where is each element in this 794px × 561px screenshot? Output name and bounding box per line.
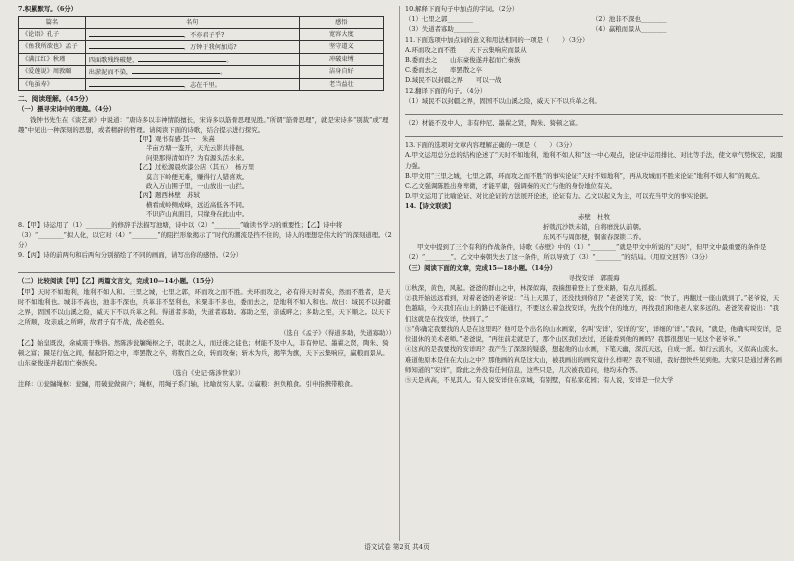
answer-blank[interactable] bbox=[132, 66, 220, 74]
table-row bbox=[19, 28, 384, 41]
table-cell: 四面歌残终破楚， 。 bbox=[85, 53, 299, 66]
article-paragraph: ①秋深，黄色，风起。爸爸的群山之中，林深似海，我揣想着登上了登来路，有点儿摇摇。 bbox=[405, 284, 661, 293]
article-paragraph: ③“你确定我要找的人是在这里吗？他可是个出名的山水画家，名叫‘安详’，安详的‘安’，详细的‘详’。”我问，“就是，他确实叫安详，是位退休的美术老师。”老爸说，“再往前走就是了，那个山区我们去过，还能看到他的画吗？我都很想见一见这个老爷爷。” bbox=[405, 324, 782, 344]
subsection-title: （二）比较阅读【甲】【乙】两篇文言文，完成10—14小题。（15分） bbox=[18, 277, 218, 286]
answer-line[interactable] bbox=[405, 114, 783, 115]
poem-title: 【丙】题西林壁 苏轼 bbox=[136, 191, 200, 200]
divider-line bbox=[18, 272, 395, 273]
table-row bbox=[19, 53, 384, 66]
table-header bbox=[19, 17, 384, 29]
q10-item: （3）失道者寡助________ bbox=[405, 25, 480, 34]
question-13: 13.下面的选项对文章内容理解正确的一项是（ ）（3分） bbox=[405, 141, 576, 150]
question-12: 12.翻译下面的句子。（4分） bbox=[405, 86, 487, 95]
q13-option: B.甲文用“三里之城，七里之郭，环而攻之而不胜”的事实论证“天时不如地利”，再从攻城而不胜来论证“地利不如人和”的观点。 bbox=[405, 171, 764, 180]
question-8: 8.【甲】诗运用了（1）________的修辞手法描写池塘，诗中以（2）“________”喻读书学习的重要性；【乙】诗中将（3）“________”拟人化，以它对（4）“________”的阻拦形象揭示了“时代的潮流是挡不住的，诗人的理想是伟大的”的深刻道理。（2分） bbox=[18, 220, 392, 250]
q7-title: 7.积累默写。（6分） bbox=[18, 5, 78, 13]
q10-items bbox=[405, 24, 783, 34]
question-14: 14.【诗文联读】 bbox=[405, 202, 455, 211]
table-cell: ，万钟于我何加焉? bbox=[85, 41, 299, 54]
subsection-title: （三）阅读下面的文章，完成15—18小题。（14分） bbox=[405, 263, 557, 272]
q14-text: 甲文中提到了三个有利的作战条件，诗歌《赤壁》中的（1）“________”就是甲文中所说的“天时”，但甲文中最重要的条件是（2）“________”。乙文中秦朝失去了这一条件，所以导致了（3）“________”的结局。（用原文回答）（3分） bbox=[405, 243, 767, 262]
article-title: 寻找安详 郭震海 bbox=[568, 273, 620, 282]
q11-option: A.环而攻之而不胜 天下云集响应而景从 bbox=[405, 45, 527, 54]
table-cell: 《龟虽寿》 bbox=[19, 78, 86, 91]
table-cell: ，志在千里。 bbox=[85, 78, 299, 91]
table-cell: 《鱼我所欲也》孟子 bbox=[19, 41, 86, 54]
passage-notes: 注释：①瓮牖绳枢：瓮牖，用破瓮做窗户；绳枢，用绳子系门轴，比喻贫穷人家。②赢粮：担负粮食。引申指携带粮食。 bbox=[18, 379, 357, 388]
question-11: 11.下面选项中加点词的意义和用法相同的一项是（ ）（3分） bbox=[405, 35, 589, 44]
table-cell: 《满江红》秋瑾 bbox=[19, 53, 86, 66]
poem-line: 横看成岭侧成峰，远近高低各不同。 bbox=[146, 200, 249, 209]
q13-option: C.乙文强调陈胜出身卑微，才能平庸，强调秦的灭亡与他的身份地位有关。 bbox=[405, 182, 617, 191]
article-paragraph: ②我开始远远看到，对着老爸的老爷说：“马上天黑了，还没找到你们？”老爸笑了笑，说：“快了，再翻过一座山就到了。”老爷说，天色越暗，今天我们在山上的路已不能通行，不要这么着急找安详，先找个住的地方，再找我们和他老人家多远的。老爸笑着说出：“我们这就是在找安详，快到了。” bbox=[405, 294, 780, 323]
q11-option: D.域民不以封疆之界 可以一战 bbox=[405, 76, 502, 85]
answer-line[interactable] bbox=[405, 136, 783, 137]
poem-title: 赤壁 杜牧 bbox=[578, 212, 610, 221]
table-cell: 老当益壮 bbox=[299, 78, 383, 91]
passage-jia: 【甲】天时不如地利，地利不如人和。三里之城，七里之郭，环而攻之而不胜。夫环而攻之，必有得天时者矣，然而不胜者，是天时不如地利也。城非不高也，池非不深也，兵革非不坚利也，米粟非不多也，委而去之，是地利不如人和也。故曰：域民不以封疆之界，固国不以山溪之险，威天下不以兵革之利。得道者多助，失道者寡助。寡助之至，亲戚畔之；多助之至，天下顺之。以天下之所顺，攻亲戚之所畔，故君子有不战，战必胜矣。 bbox=[18, 287, 391, 327]
poem-title: 【甲】观书有感·其一 朱熹 bbox=[136, 135, 215, 144]
q10-item: （2）池非不深也________ bbox=[592, 15, 667, 24]
poem-line: 问渠那得清如许？为有源头活水来。 bbox=[146, 153, 249, 162]
right-column bbox=[405, 4, 783, 385]
intro-paragraph: 钱钟书先生在《谈艺录》中说道：“唐诗多以丰神情韵擅长，宋诗多以筋骨思理见胜。”所谓“筋骨思理”，就是宋诗多“别裁”或“理趣”中见出一种深刻的思想，或者精辟的哲理。请阅读下面的诗歌，结合提示进行探究。 bbox=[18, 115, 389, 134]
section-title: 二、阅读理解。（45分） bbox=[18, 95, 93, 104]
article-paragraph: ④这真的是我要找的安详吗？我产生了深深的疑惑，想起他的山水画，下笔天幽，深沉天远，自成一派。如行云流水，又似高山流水。难道他原本是住在大山之中？那他画的真是这大山，被我画出的画究竟什么样呢？我不知道，我好想快些见到他。大家只是通过著名画师知道的“安详”，除此之外没有任何信息，这些只是，几次被我追问，他均未作答。 bbox=[405, 345, 783, 374]
recitation-table bbox=[18, 16, 384, 91]
table-cell: 坚守道义 bbox=[299, 41, 383, 54]
passage-source: （选自《史记·陈涉世家》） bbox=[168, 369, 245, 378]
table-row bbox=[19, 78, 384, 91]
table-cell: 出淤泥而不染， 。 bbox=[85, 66, 299, 79]
poem-line: 东风不与周郎便，铜雀春深锁二乔。 bbox=[542, 233, 646, 242]
q13-option: D.甲文运用了比喻论证、对比论证的方法展开论述，论证有力。乙文以起义为主，可以充当甲文的事实论据。 bbox=[405, 192, 713, 201]
q10-item: （1）七里之郭________ bbox=[405, 15, 473, 24]
q13-option: A.甲文运用总分总的结构论述了“天时不如地利，地利不如人和”这一中心观点，论证中运用排比、对比等手法，使文章气势恢宏，说服力强。 bbox=[405, 151, 783, 170]
poem-title: 【乙】过松源晨炊漆公店（其五） 杨万里 bbox=[136, 163, 255, 172]
q12-sentence: （2）材能不及中人，非有仲尼、墨翟之贤，陶朱、猗顿之富。 bbox=[405, 119, 582, 128]
answer-blank[interactable] bbox=[89, 29, 184, 37]
table-cell: 洁身自好 bbox=[299, 66, 383, 79]
table-row bbox=[19, 41, 384, 54]
q10-item: （4）赢粮而景从________ bbox=[592, 25, 667, 34]
poem-line: 莫言下岭便无难，赚得行人错喜欢。 bbox=[146, 172, 249, 181]
table-header-cell: 感悟 bbox=[299, 17, 383, 29]
page-footer: 语文试卷 第2页 共4页 bbox=[364, 543, 430, 551]
poem-line: 不识庐山真面目，只缘身在此山中。 bbox=[146, 210, 249, 219]
answer-blank[interactable] bbox=[138, 54, 226, 62]
table-cell: 宽容大度 bbox=[299, 28, 383, 41]
question-9: 9.【丙】诗的前两句和后两句分别描绘了不同的画面，请写出你的感悟。（2分） bbox=[18, 251, 243, 260]
article-paragraph: ⑤天是真高，不见其人。有人说安详住在京城，有别墅，有私家花园；有人说，安详是一位大学 bbox=[405, 375, 674, 384]
q10-items bbox=[405, 14, 783, 24]
table-cell: ，不亦君子乎? bbox=[85, 28, 299, 41]
question-10: 10.解释下面句子中加点的字词。（2分） bbox=[405, 5, 519, 13]
poem-line: 政入万山围子里，一山放出一山拦。 bbox=[146, 182, 249, 191]
answer-blank[interactable] bbox=[89, 79, 184, 87]
poem-line: 半亩方塘一鉴开，天光云影共徘徊。 bbox=[146, 144, 249, 153]
table-cell: 冲破束缚 bbox=[299, 53, 383, 66]
table-cell: 《论语》孔子 bbox=[19, 28, 86, 41]
table-header-cell: 名句 bbox=[85, 17, 299, 29]
column-divider bbox=[399, 6, 400, 541]
left-column bbox=[18, 4, 395, 389]
q11-option: C.委而去之 率罢散之卒 bbox=[405, 66, 482, 75]
subsection-title: （一）摄寻宋诗中的理趣。（4分） bbox=[18, 105, 116, 114]
table-header-cell: 篇名 bbox=[19, 17, 86, 29]
passage-source: （选自《孟子》（得道多助，失道寡助）） bbox=[279, 328, 395, 337]
q11-option: B.委而去之 山东豪俊遂并起而亡秦族 bbox=[405, 56, 521, 65]
table-row bbox=[19, 66, 384, 79]
answer-blank[interactable] bbox=[89, 41, 184, 49]
poem-line: 折戟沉沙铁未销，自将磨洗认前朝。 bbox=[542, 222, 646, 231]
poem-group bbox=[136, 135, 395, 220]
q12-sentence: （1）域民不以封疆之界，固国不以山溪之险，威天下不以兵革之利。 bbox=[405, 96, 601, 105]
table-cell: 《爱莲说》周敦颐 bbox=[19, 66, 86, 79]
passage-yi: 【乙】始皇既没，余威震于殊俗。然陈涉瓮牖绳枢之子，氓隶之人，而迁徙之徒也；材能不及中人，非有仲尼、墨翟之贤，陶朱、猗顿之富；蹑足行伍之间，倔起阡陌之中，率罢散之卒，将数百之众，转而攻秦；斩木为兵，揭竿为旗，天下云集响应，赢粮而景从。山东豪俊遂并起而亡秦族矣。 bbox=[18, 338, 389, 368]
